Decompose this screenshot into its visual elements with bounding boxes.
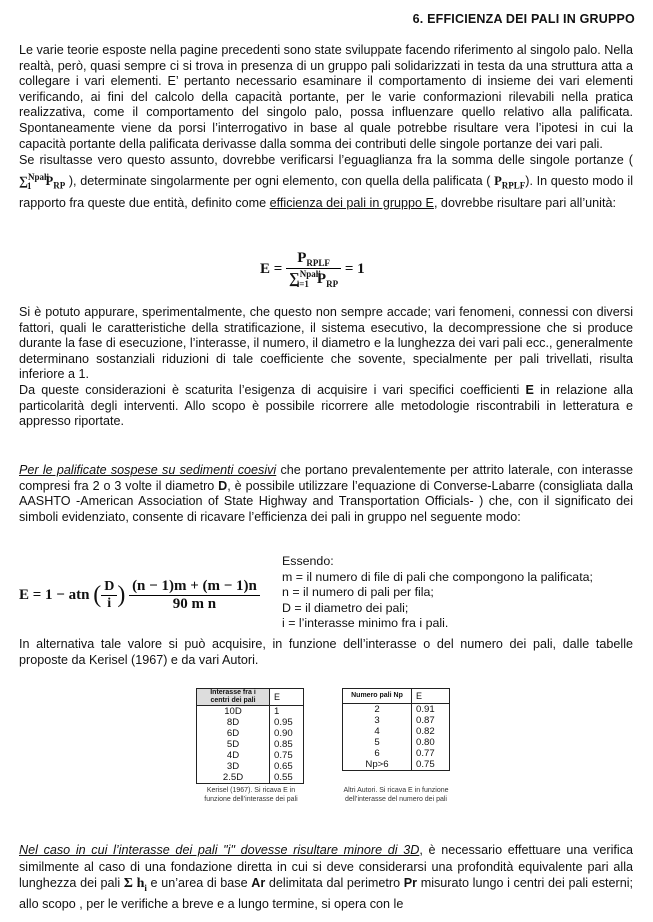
table-cell: 0.80 — [412, 737, 450, 748]
definition-i: i = l’interasse minimo fra i pali. — [282, 616, 449, 631]
definition-d: D = il diametro dei pali; — [282, 600, 409, 615]
definition-m: m = il numero di file di pali che compongono la palificata; — [282, 569, 593, 584]
table-cell: 8D — [197, 717, 270, 728]
table-cell: 5 — [343, 737, 412, 748]
table-cell: Np>6 — [343, 759, 412, 771]
reduced-spacing-paragraph: Nel caso in cui l’interasse dei pali "i" dovesse risultare minore di 3D, è necessario effettuare una verifica similmente al caso di una fondazione diretta in cui si deve considerarsi una profondità equivalente pari alla lunghezza dei pali Σ $h_i$ e un’area di base Ar delimitata dal perimetro Pr misurato lungo i centri dei pali esterni; allo scopo , per le verifiche a breve e a lungo termine, si opera con le — [19, 843, 633, 912]
table-cell: 0.95 — [270, 717, 304, 728]
definition-n: n = il numero di pali per fila; — [282, 585, 434, 600]
table-cell: 6D — [197, 728, 270, 739]
table-cell: 1 — [270, 706, 304, 718]
paragraph-2: Se risultasse vero questo assunto, dovrebbe verificarsi l’eguaglianza fra la somma delle singole portanze ( ∑$^{Npali}_1$ $P_{RP}$ ), determinate singolarmente per ogni elemento, con quella della palificata ( $P_{RPLF}$). In questo modo il rapporto fra queste due entità, definito come efficienza dei pali in gruppo E, dovrebbe risultare pari all’unità: — [19, 153, 633, 210]
authors-table: Numero pali Np E 2 0.91 3 0.87 4 0.82 5 0.80 6 0.77 Np>6 0.75 — [342, 688, 450, 771]
authors-table-block — [336, 688, 456, 804]
table-cell: 0.91 — [412, 704, 450, 716]
findings-paragraph — [19, 305, 633, 430]
table-cell: 0.75 — [270, 750, 304, 761]
converse-fraction: $\frac{(n - 1)m + (m - 1)n}{\text{90 m n}}$ — [129, 578, 260, 613]
ratio-fraction: $\frac{P_{RPLF}}{\sum^{Npali}_{i=1} P_{RP}}$ — [286, 250, 341, 289]
paragraph-4: Da queste considerazioni è scaturita l’esigenza di acquisire i vari specifici coefficienti E in relazione alla particolarità degli interventi. Allo scopo è possibile ricorrere alle metodologie riscontrabili in letteratura e appresso riportate. — [19, 382, 633, 429]
page-header: 6. EFFICIENZA DEI PALI IN GRUPPO — [412, 12, 635, 26]
kerisel-caption: Kerisel (1967). Si ricava E in funzione dell’interasse dei pali — [204, 787, 298, 803]
table-cell: 10D — [197, 706, 270, 718]
table-cell: 0.65 — [270, 761, 304, 772]
table-cell: 2 — [343, 704, 412, 716]
table-cell: 0.90 — [270, 728, 304, 739]
table-cell: 0.55 — [270, 772, 304, 784]
formula-converse-labarre: E = 1 − atn ( $\frac{D}{i}$ ) $\frac{(n - 1)m + (m - 1)n}{\text{90 m n}}$ — [19, 578, 260, 613]
tables-intro-paragraph: In alternativa tale valore si può acquisire, in funzione dell’interasse o del numero dei pali, dalle tabelle proposte da Kerisel (1967) e da vari Autori. — [19, 637, 633, 667]
symbol-definitions: Essendo: m = il numero di file di pali che compongono la palificata; n = il numero di pali per fila; D = il diametro dei pali; i = l’interasse minimo fra i pali. — [282, 554, 593, 631]
authors-caption: Altri Autori. Si ricava E in funzione dell’interasse del numero dei pali — [343, 787, 449, 803]
spacing-less-than-3d-heading: Nel caso in cui l’interasse dei pali "i" dovesse risultare minore di 3D — [19, 843, 420, 857]
table-cell: 2.5D — [197, 772, 270, 784]
table-cell: 0.82 — [412, 726, 450, 737]
kerisel-table: Interasse fra i centri dei pali E 10D 1 8D 0.95 6D 0.90 5D 0.85 4D 0.75 3D 0.65 2.5D 0.55 — [196, 688, 304, 784]
table-cell: 0.77 — [412, 748, 450, 759]
table-cell: 5D — [197, 739, 270, 750]
sum-symbol: ∑$^{Npali}_1$ $P_{RP}$ — [19, 172, 66, 191]
intro-paragraph — [19, 43, 633, 212]
table-cell: 3D — [197, 761, 270, 772]
kerisel-table-block — [196, 688, 306, 804]
table-cell: 0.75 — [412, 759, 450, 771]
prplf-symbol: $P_{RPLF}$ — [494, 174, 526, 191]
formula-efficiency-ratio: E = $\frac{P_{RPLF}}{\sum^{Npali}_{i=1} P_{RP}}$ = 1 — [260, 250, 365, 289]
table-cell: 0.87 — [412, 715, 450, 726]
converse-labarre-paragraph: Per le palificate sospese su sedimenti coesivi che portano prevalentemente per attrito laterale, con interasse compresi fra 2 o 3 volte il diametro D, è possibile utilizzare l’equazione di Converse-Labarre (consigliata dalla AASHTO -American Association of State Highway and Transportation Officials- ) che, con il significato dei simboli evidenziato, consente di ricavare l’efficienza dei pali in gruppo nel seguente modo: — [19, 463, 634, 524]
table-cell: 3 — [343, 715, 412, 726]
cohesive-soils-heading: Per le palificate sospese su sedimenti coesivi — [19, 463, 277, 477]
table-cell: 0.85 — [270, 739, 304, 750]
table-cell: 6 — [343, 748, 412, 759]
efficienza-link-text: efficienza dei pali in gruppo E — [269, 195, 434, 210]
paragraph-3: Si è potuto appurare, sperimentalmente, che questo non sempre accade; vari fenomeni, connessi con diversi fattori, quali le caratteristiche della stratificazione, il sistema esecutivo, la decompressione che si produce durante la fase di esecuzione, l’interasse, il numero, il diametro e la lunghezza dei vari pali ecc., generalmente determinano sostanziali riduzioni di tale coefficiente che sovente, specialmente per pali trivellati, risulta inferiore a 1. — [19, 305, 633, 382]
table-cell: 4D — [197, 750, 270, 761]
table-cell: 4 — [343, 726, 412, 737]
sum-h-symbol: Σ $h_i$ — [123, 876, 147, 893]
paragraph-1: Le varie teorie esposte nella pagine precedenti sono state sviluppate facendo riferimento al singolo palo. Nella realtà, però, quasi sempre ci si trova in presenza di un gruppo pali solidarizzati in testa da una struttura atta a collegare i vari elementi. E’ pertanto necessario esaminare il comportamento di insieme dei vari elementi verificando, ai fini del calcolo della capacità portante, per le varie conformazioni rilevabili nella pratica realizzativa, come il comportamento del singolo palo, possa influenzare quello relativo alla palificata. Spontaneamente viene da porsi l’interrogativo in base al quale potrebbe risultare vera l’ipotesi in cui la capacità portante della palificata derivasse dalla somma dei contributi delle singole portanze dei vari pali. — [19, 43, 633, 151]
